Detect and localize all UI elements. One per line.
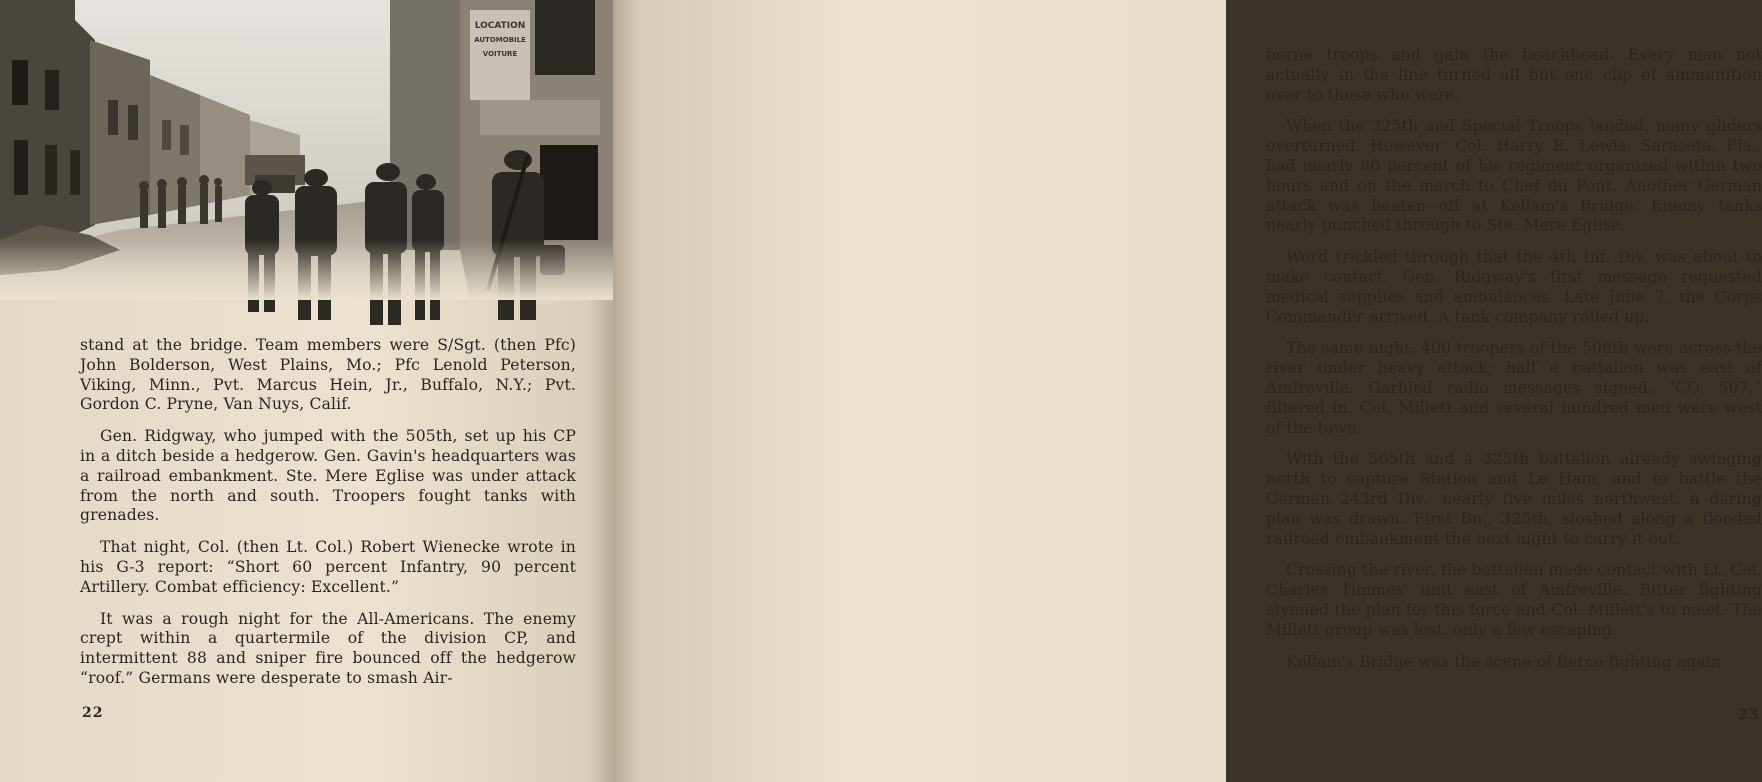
street-photo — [0, 0, 613, 300]
paragraph: It was a rough night for the All-Americans. The enemy crept within a quartermile of the division CP, and intermittent 88 and sniper fire bounced off the hedgerow “roof.” Germans were desperate to smash Air- — [80, 609, 576, 687]
paragraph: Crossing the river, the battalion made contact with Lt. Col. Charles Timmes' unit east of Amfreville. Bitter fighting stymied the plan for this force and Col. Millett's to meet. The Millett group was lost, only a few escaping. — [1266, 561, 1762, 639]
paragraph: That night, Col. (then Lt. Col.) Robert Wienecke wrote in his G-3 report: “Short 60 percent Infantry, 90 percent Artillery. Combat efficiency: Excellent.” — [80, 538, 576, 596]
paragraph: Gen. Ridgway, who jumped with the 505th, set up his CP in a ditch beside a hedgerow. Gen. Gavin's headquarters was a railroad embankment. Ste. Mere Eglise was under attack from the north and south. Troopers fought tanks with grenades. — [80, 427, 576, 525]
left-page — [0, 0, 613, 782]
paragraph: The same night, 400 troopers of the 508th were across the river under heavy attack; half a battalion was east of Amfreville. Garbled radio messages signed, “CO, 507,” filtered in. Col. Millett and several hundred men were west of the town. — [1266, 339, 1762, 437]
paragraph: Word trickled through that the 4th Inf. Div. was about to make contact. Gen. Ridgway's first message requested medical supplies and ambulances. Late June 7, the Corps Commander arrived. A tank company rolled up. — [1266, 248, 1762, 326]
shop-sign-line2: AUTOMOBILE — [474, 36, 526, 44]
paragraph: When the 325th and Special Troops landed, many gliders overturned. However, Col. Harry E. Lewis, Sarasota, Fla., had nearly 80 percent of his regiment organized within two hours and on the march to Chef du Pont. Another German attack was beaten off at Kellam's Bridge. Enemy tanks nearly punched through to Ste. Mere Eglise. — [1266, 117, 1762, 235]
photo-fade — [0, 240, 613, 300]
page-number-right: 23 — [1738, 707, 1760, 723]
page-number-left: 22 — [82, 705, 104, 721]
paragraph: Kellam's Bridge was the scene of fierce fighting again — [1286, 652, 1722, 671]
shop-sign-line1: LOCATION — [474, 21, 526, 31]
left-page-text — [80, 336, 576, 701]
paragraph: With the 505th and a 325th battalion already swinging north to capture Station and Le Ham, and to battle the German 243rd Div., nearly five miles northwest, a daring plan was drawn. First Bn., 325th, sloshed along a flooded railroad embankment the next night to carry it out. — [1266, 450, 1762, 548]
right-page-text — [1266, 46, 1762, 684]
paragraph: stand at the bridge. Team members were S/Sgt. (then Pfc) John Bolderson, West Plains, Mo.; Pfc Lenold Peterson, Viking, Minn., Pvt. Marcus Hein, Jr., Buffalo, N.Y.; Pvt. Gordon C. Pryne, Van Nuys, Calif. — [80, 336, 576, 414]
shop-sign-line3: VOITURE — [482, 50, 518, 58]
right-page — [613, 0, 1762, 782]
paragraph: borne troops and gain the beachhead. Every man not actually in the line turned all but one clip of ammunition over to those who were. — [1266, 46, 1762, 104]
